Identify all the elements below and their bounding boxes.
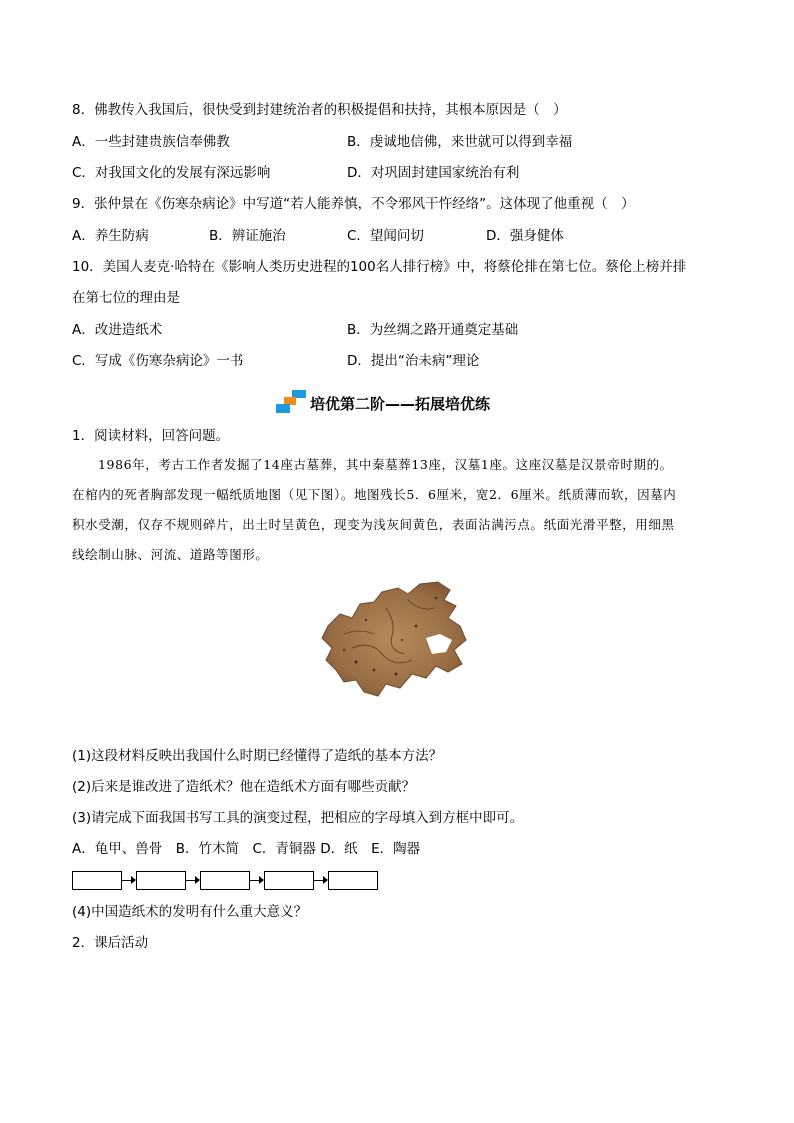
q9-option-a: A．养生防病: [72, 228, 149, 244]
q9-option-d: D．强身健体: [486, 228, 564, 244]
material-paragraph: [72, 450, 722, 570]
p1-sub-question-2: (2)后来是谁改进了造纸术？他在造纸术方面有哪些贡献？: [72, 779, 416, 795]
q8-option-c: C．对我国文化的发展有深远影响: [72, 165, 271, 181]
q8-stem: 8．佛教传入我国后，很快受到封建统治者的积极提倡和扶持，其根本原因是（ ）: [72, 102, 567, 118]
q10-option-a: A．改进造纸术: [72, 322, 163, 338]
q8-option-a: A．一些封建贵族信奉佛教: [72, 134, 230, 150]
q8-option-b: B．虔诚地信佛，来世就可以得到幸福: [347, 134, 573, 150]
q8-option-d: D．对巩固封建国家统治有利: [347, 165, 520, 181]
answer-box-2[interactable]: [136, 871, 186, 890]
material-line-3: 积水受潮，仅存不规则碎片，出土时呈黄色，现变为浅灰间黄色，表面沾满污点。纸面光滑平整，用细黑: [72, 517, 675, 532]
material-line-1: 1986年，考古工作者发掘了14座古墓葬，其中秦墓葬13座，汉墓1座。这座汉墓是汉景帝时期的。: [98, 457, 673, 472]
material-line-2: 在棺内的死者胸部发现一幅纸质地图（见下图）。地图残长5．6厘米，宽2．6厘米。纸质薄而软，因墓内: [72, 487, 677, 502]
q10-stem-line1: 10．美国人麦克·哈特在《影响人类历史进程的100名人排行榜》中，将蔡伦排在第七位。蔡伦上榜并排: [72, 259, 687, 275]
answer-box-3[interactable]: [200, 871, 250, 890]
writing-tools-sequence: [72, 871, 382, 891]
stacked-blocks-icon: [276, 390, 310, 414]
material-line-4: 线绘制山脉、河流、道路等图形。: [72, 547, 269, 562]
answer-box-1[interactable]: [72, 871, 122, 890]
q9-stem: 9．张仲景在《伤寒杂病论》中写道“若人能养慎，不令邪风干忤经络”。这体现了他重视（ ）: [72, 196, 635, 212]
p1-sub-question-1: (1)这段材料反映出我国什么时期已经懂得了造纸的基本方法？: [72, 748, 443, 764]
p1-heading: 1．阅读材料，回答问题。: [72, 428, 230, 444]
p1-sub-question-3: (3)请完成下面我国书写工具的演变过程，把相应的字母填入到方框中即可。: [72, 810, 524, 826]
q9-option-b: B．辨证施治: [209, 228, 286, 244]
answer-box-4[interactable]: [264, 871, 314, 890]
q10-stem-line2: 在第七位的理由是: [72, 290, 180, 306]
section-title: 培优第二阶——拓展培优练: [310, 395, 491, 413]
writing-tools-options: A．龟甲、兽骨 B．竹木简 C．青铜器 D．纸 E．陶器: [72, 841, 421, 857]
answer-box-5[interactable]: [328, 871, 378, 890]
p1-sub-question-4: (4)中国造纸术的发明有什么重大意义？: [72, 904, 308, 920]
paper-map-photo: [316, 578, 476, 708]
q10-option-c: C．写成《伤寒杂病论》一书: [72, 353, 244, 369]
q10-option-d: D．提出“治未病”理论: [347, 353, 480, 369]
q9-option-c: C．望闻问切: [347, 228, 424, 244]
p2-heading: 2．课后活动: [72, 935, 149, 951]
q10-option-b: B．为丝绸之路开通奠定基础: [347, 322, 519, 338]
